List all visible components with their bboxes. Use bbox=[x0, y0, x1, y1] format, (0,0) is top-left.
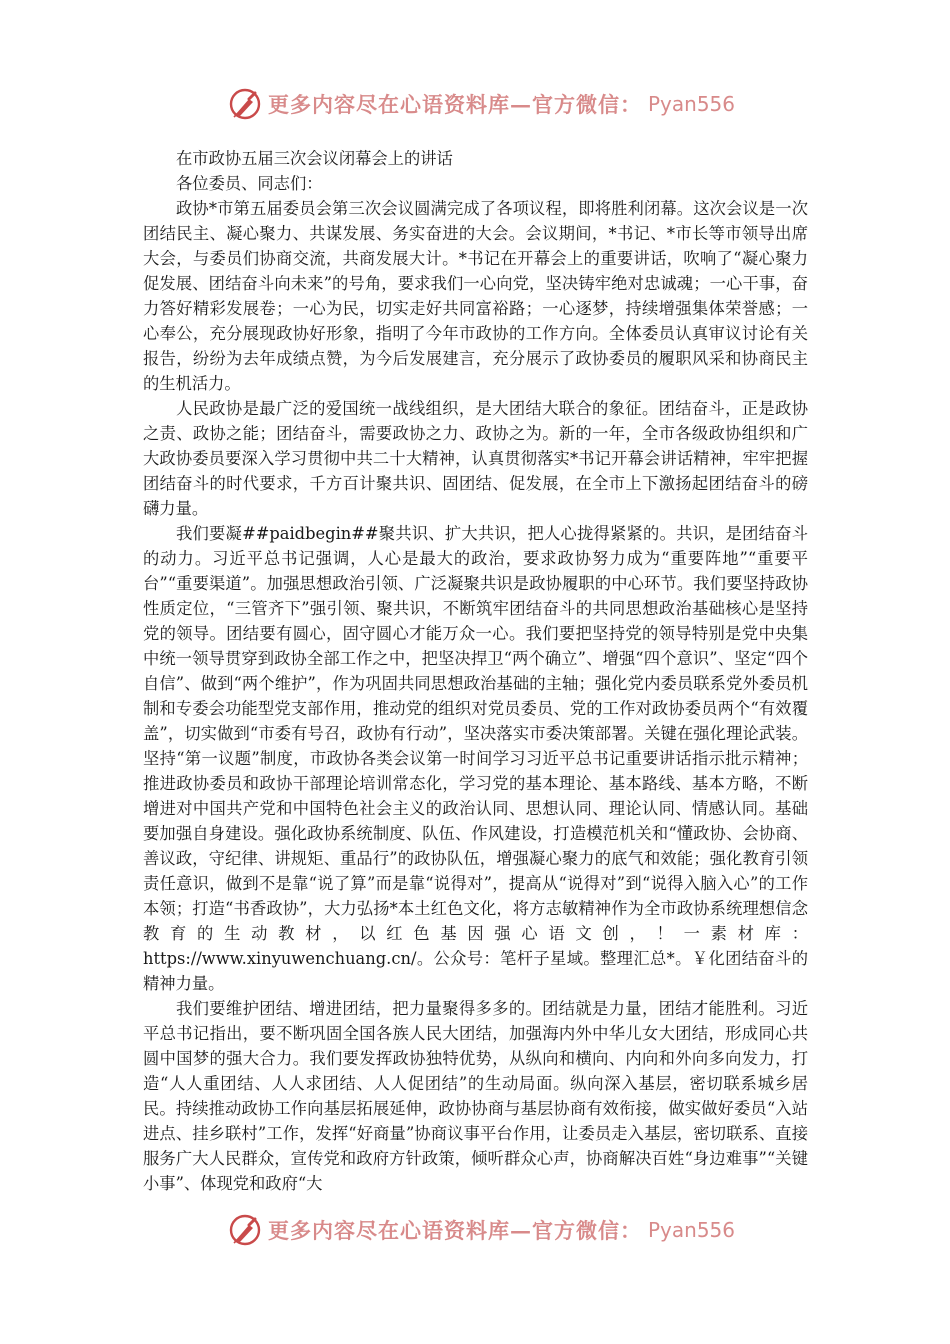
banner-text: 更多内容尽在心语资料库—官方微信： bbox=[268, 92, 642, 117]
paragraph: 我们要维护团结、增进团结，把力量聚得多多的。团结就是力量，团结才能胜利。习近平总书记指出，要不断巩固全国各族人民大团结，加强海内外中华儿女大团结，形成同心共圆中国梦的强大合力。我们要发挥政协独特优势，从纵向和横向、内向和外向多向发力，打造“人人重团结、人人求团结、人人促团结”的生动局面。纵向深入基层，密切联系城乡居民。持续推动政协工作向基层拓展延伸，政协协商与基层协商有效衔接，做实做好委员“入站进点、挂乡联村”工作，发挥“好商量”协商议事平台作用，让委员走入基层，密切联系、直接服务广大人民群众，宣传党和政府方针政策，倾听群众心声，协商解决百姓“身边难事”“关键小事”、体现党和政府“大 bbox=[143, 999, 808, 1193]
banner-text: 更多内容尽在心语资料库—官方微信： bbox=[268, 1218, 642, 1243]
document-body bbox=[143, 146, 808, 1196]
pen-logo-icon bbox=[228, 87, 262, 121]
banner-contact: Pyan556 bbox=[648, 92, 736, 116]
header-banner bbox=[228, 84, 735, 124]
pen-logo-icon bbox=[228, 1213, 262, 1247]
paragraph: 人民政协是最广泛的爱国统一战线组织，是大团结大联合的象征。团结奋斗，正是政协之责、政协之能；团结奋斗，需要政协之力、政协之为。新的一年，全市各级政协组织和广大政协委员要深入学习贯彻中共二十大精神，认真贯彻落实*书记开幕会讲话精神，牢牢把握团结奋斗的时代要求，千方百计聚共识、固团结、促发展，在全市上下激扬起团结奋斗的磅礴力量。 bbox=[143, 399, 808, 518]
paragraph: 我们要凝##paidbegin##聚共识、扩大共识，把人心拢得紧紧的。共识，是团结奋斗的动力。习近平总书记强调，人心是最大的政治，要求政协努力成为“重要阵地”“重要平台”“重要渠道”。加强思想政治引领、广泛凝聚共识是政协履职的中心环节。我们要坚持政协性质定位，“三管齐下”强引领、聚共识，不断筑牢团结奋斗的共同思想政治基础核心是坚持党的领导。团结要有圆心，固守圆心才能万众一心。我们要把坚持党的领导特别是党中央集中统一领导贯穿到政协全部工作之中，把坚决捍卫“两个确立”、增强“四个意识”、坚定“四个自信”、做到“两个维护”，作为巩固共同思想政治基础的主轴；强化党内委员联系党外委员机制和专委会功能型党支部作用，推动党的组织对党员委员、党的工作对政协委员两个“有效覆盖”，切实做到“市委有号召，政协有行动”，坚决落实市委决策部署。关键在强化理论武装。坚持“第一议题”制度，市政协各类会议第一时间学习习近平总书记重要讲话指示批示精神；推进政协委员和政协干部理论培训常态化，学习党的基本理论、基本路线、基本方略，不断增进对中国共产党和中国特色社会主义的政治认同、思想认同、理论认同、情感认同。基础要加强自身建设。强化政协系统制度、队伍、作风建设，打造模范机关和“懂政协、会协商、善议政，守纪律、讲规矩、重品行”的政协队伍，增强凝心聚力的底气和效能；强化教育引领责任意识，做到不是靠“说了算”而是靠“说得对”，提高从“说得对”到“说得入脑入心”的工作本领；打造“书香政协”，大力弘扬*本土红色文化，将方志敏精神作为全市政协系统理想信念教育的生动教材，以红色基因强心语文创，！一素材库：https://www.xinyuwenchuang.cn/。公众号：笔杆子星域。整理汇总*。￥化团结奋斗的精神力量。 bbox=[143, 524, 808, 993]
paragraph: 政协*市第五届委员会第三次会议圆满完成了各项议程，即将胜利闭幕。这次会议是一次团结民主、凝心聚力、共谋发展、务实奋进的大会。会议期间，*书记、*市长等市领导出席大会，与委员们协商交流，共商发展大计。*书记在开幕会上的重要讲话，吹响了“凝心聚力促发展、团结奋斗向未来”的号角，要求我们一心向党，坚决铸牢绝对忠诚魂；一心干事，奋力答好精彩发展卷；一心为民，切实走好共同富裕路；一心逐梦，持续增强集体荣誉感；一心奉公，充分展现政协好形象，指明了今年市政协的工作方向。全体委员认真审议讨论有关报告，纷纷为去年成绩点赞，为今后发展建言，充分展示了政协委员的履职风采和协商民主的生机活力。 bbox=[143, 199, 808, 393]
document-title: 在市政协五届三次会议闭幕会上的讲话 bbox=[176, 149, 453, 168]
salutation: 各位委员、同志们： bbox=[176, 174, 323, 193]
banner-contact: Pyan556 bbox=[648, 1218, 736, 1242]
footer-banner bbox=[228, 1210, 735, 1250]
